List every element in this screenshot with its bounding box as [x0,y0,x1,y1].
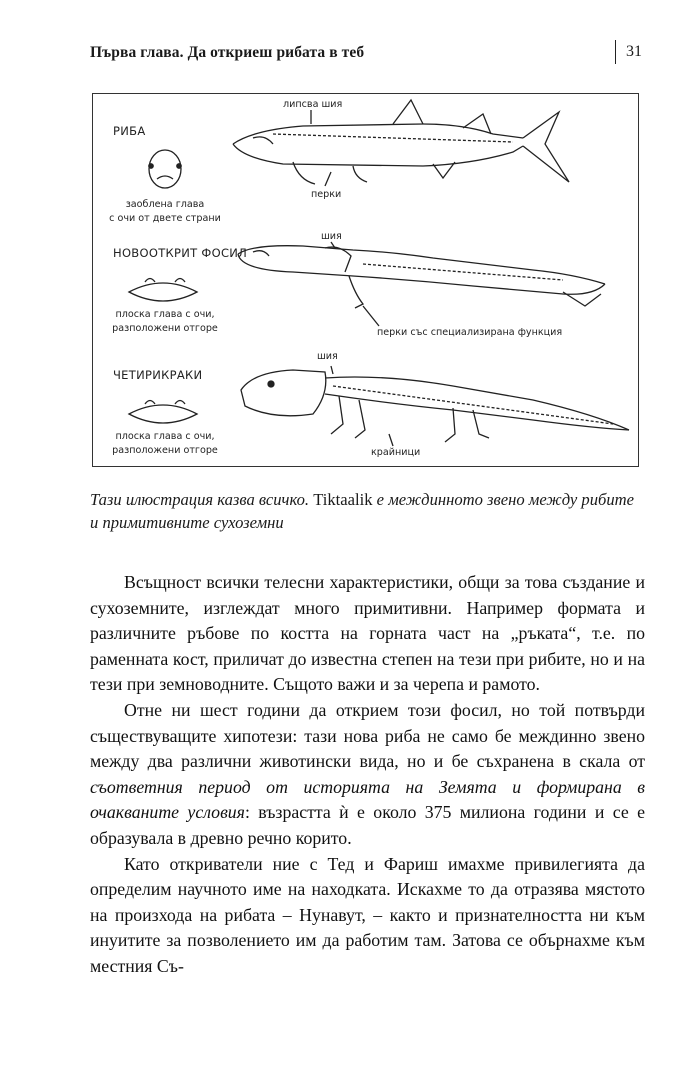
running-header [90,44,642,72]
tetrapod-limbs-label: крайници [371,447,421,458]
figure-drawings [93,94,638,466]
fish-head-caption: заоблена глава с очи от двете страни [109,199,221,224]
running-title: Първа глава. Да откриеш рибата в теб [90,44,365,61]
paragraph-2 [90,698,645,852]
caption-part1: Тази илюстрация казва всичко. [90,490,314,509]
paragraph-2-emphasis: съответния период от историята на Земята и формирана в очакваните условия [90,776,645,823]
tetrapod-neck-label: шия [317,351,338,362]
flat-head-icon-1 [129,279,197,302]
fossil-head-caption: плоска глава с очи, разположени отгоре [112,309,218,334]
row-title-fish: РИБА [113,124,146,138]
caption-species-name: Tiktaalik [313,490,373,509]
row-title-tetrapod: ЧЕТИРИКРАКИ [113,368,203,382]
fish-fins-label: перки [311,189,342,200]
fish-drawing [233,100,569,184]
evolution-figure [92,93,639,467]
round-head-icon [149,150,181,188]
fish-neck-label: липсва шия [283,99,343,110]
fossil-neck-label: шия [321,231,342,242]
paragraph-2-part-a: Отне ни шест години да открием този фосил, но той потвърди съществуващите хипотези: тази нова риба не само бе междинно звено между два различни животински вида, но и бе съхранена в скала от [90,699,645,772]
tetrapod-drawing [241,370,629,442]
paragraph-2-part-b: : възрастта ѝ е около 375 милиона години и се е образувала в древно речно корито. [90,802,645,848]
row-title-fossil: НОВООТКРИТ ФОСИЛ [113,246,248,260]
fossil-drawing [238,246,605,308]
paragraph-3: Като откриватели ние с Тед и Фариш имахме привилегията да определим научното име на находката. Искахме то да отразява мястото на произхода на рибата – Нунавут, – както и признателността ни към инуитите за позволението им да работим там. Затова се обърнахме към местния Съ- [90,853,645,976]
fossil-fins-label: перки със специализирана функция [377,327,563,338]
flat-head-icon-2 [129,401,197,424]
tetrapod-head-caption: плоска глава с очи, разположени отгоре [112,431,218,456]
figure-caption [90,488,645,534]
page-number: 31 [615,40,642,64]
paragraph-1: Всъщност всички телесни характеристики, общи за това създание и сухоземните, изглеждат много примитивни. Например формата и различните ръбове по костта на горната част на „ръката“, т.е. по раменната кост, приличат до известна степен на тези при рибите, но и на тези при земноводните. Същото важи и за черепа и рамото. [90,572,645,695]
body-text [90,570,645,980]
caption-part2: е междинното звено между рибите и примитивните сухоземни [90,490,635,532]
